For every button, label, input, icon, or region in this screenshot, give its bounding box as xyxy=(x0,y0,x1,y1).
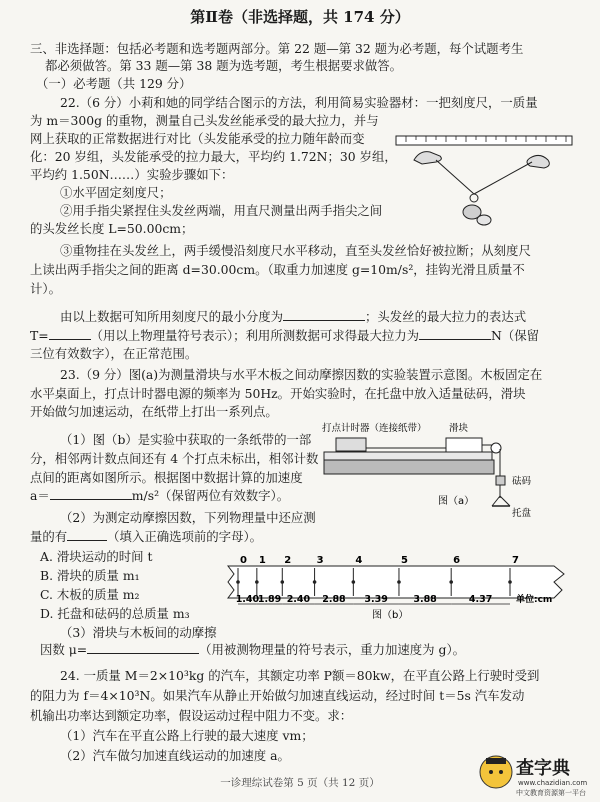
answer-blank[interactable] xyxy=(419,328,491,340)
counting-point-label: 1 xyxy=(258,555,266,566)
distance-label: 2.40 xyxy=(286,594,311,605)
answer-blank[interactable] xyxy=(67,529,107,541)
timer-icon xyxy=(336,438,366,451)
wooden-board xyxy=(324,452,492,460)
q22-question-text: ；头发丝的最大拉力的表达式 xyxy=(365,309,527,324)
answer-blank[interactable] xyxy=(49,328,91,340)
weight xyxy=(477,215,491,225)
q23-part-2-answer xyxy=(30,529,262,544)
q22-question-text: N（保留 xyxy=(491,328,540,343)
q23-part-1: （1）图（b）是实验中获取的一条纸带的一部 xyxy=(60,432,312,447)
counting-point-label: 5 xyxy=(400,555,408,566)
q22-question-2 xyxy=(30,328,539,343)
unit-label: 单位:cm xyxy=(516,595,553,605)
distance-label: 3.88 xyxy=(413,594,437,605)
mascot-cap xyxy=(486,758,506,764)
q23-part-1: 分，相邻两计数点间还有 4 个打点未标出，相邻计数 xyxy=(30,451,319,466)
counting-point-label: 4 xyxy=(355,555,363,566)
counting-point-label: 6 xyxy=(453,555,461,566)
counting-point-label: 3 xyxy=(316,555,324,566)
chazidian-logo xyxy=(478,748,596,798)
q22-line: 网上获取的正常数据进行对比（头发能承受的拉力随年龄而变 xyxy=(30,131,365,146)
logo-site: www.chazidian.com xyxy=(518,779,588,787)
section-intro-line-1: 三、非选择题：包括必考题和选考题两部分。第 22 题—第 32 题为必考题，每个试题考生 xyxy=(30,41,524,56)
tray-label: 托盘 xyxy=(512,508,532,519)
q23-line: 23.（9 分）图(a)为测量滑块与水平木板之间动摩擦因数的实验装置示意图。木板固定在 xyxy=(60,367,543,382)
q23-text: m/s²（保留两位有效数字）。 xyxy=(131,488,290,503)
option-c: C. 木板的质量 m₂ xyxy=(40,587,140,602)
q22-line: 化：20 岁组，头发能承受的拉力最大，平均约 1.72N；30 岁组， xyxy=(30,149,397,164)
section-intro-line-2: 都必须做答。第 33 题—第 38 题为选考题，考生根据要求做答。 xyxy=(45,58,403,73)
q22-step-3: ③重物挂在头发丝上，两手缓慢沿刻度尺水平移动，直至头发丝恰好被拉断；从刻度尺 xyxy=(60,243,531,258)
distance-label: 1.40 xyxy=(235,594,260,605)
q23-text: 因数 μ= xyxy=(40,642,88,657)
q23-part-3-answer xyxy=(40,642,465,657)
figure-b-caption: 图（b） xyxy=(372,610,409,621)
left-hand-icon xyxy=(414,152,441,164)
page-title: 第Ⅱ卷（非选择题，共 174 分） xyxy=(190,8,410,26)
tray-string xyxy=(500,496,510,506)
hair-strand xyxy=(474,162,532,194)
figure-b-tape xyxy=(224,552,570,624)
q24-line: 的阻力为 f＝4×10³N。如果汽车从静止开始做匀加速直线运动，经过时间 t＝5s 汽车发动 xyxy=(30,688,525,703)
block-label: 滑块 xyxy=(449,423,469,434)
required-part-heading: （一）必考题（共 129 分） xyxy=(36,76,192,91)
counting-point-dot xyxy=(449,580,453,584)
logo-slogan: 中文教育资源第一平台 xyxy=(516,789,586,797)
logo-name: 查字典 xyxy=(516,758,570,779)
distance-label: 1.89 xyxy=(257,594,282,605)
timer-label: 打点计时器（连接纸带） xyxy=(322,423,427,434)
q22-step-3-end: 计）。 xyxy=(30,281,61,296)
answer-blank[interactable] xyxy=(50,488,132,500)
counting-point-dot xyxy=(236,580,240,584)
q22-question-text: T= xyxy=(30,328,49,343)
q22-line: 为 m＝300g 的重物，测量自己头发丝能承受的最大拉力，并与 xyxy=(30,113,379,128)
counting-point-label: 0 xyxy=(240,555,247,566)
right-hand-icon xyxy=(527,155,549,168)
q23-text: 量的有 xyxy=(30,529,68,544)
q22-step-1: ①水平固定刻度尺； xyxy=(60,185,172,200)
q23-line: 开始做匀加速运动，在纸带上打出一系列点。 xyxy=(30,404,278,419)
tray-string xyxy=(492,496,500,506)
slider-block xyxy=(446,438,482,452)
counting-point-dot xyxy=(352,580,356,584)
counting-point-dot xyxy=(255,580,259,584)
option-b: B. 滑块的质量 m₁ xyxy=(40,568,140,583)
option-a: A. 滑块运动的时间 t xyxy=(40,549,153,564)
hair-experiment-figure xyxy=(392,130,576,232)
counting-point-dot xyxy=(280,580,284,584)
q24-part-1: （1）汽车在平直公路上行驶的最大速度 vm； xyxy=(60,728,314,743)
answer-blank[interactable] xyxy=(87,642,199,654)
distance-label: 3.39 xyxy=(364,594,388,605)
q22-step-2-cont: 的头发丝长度 L=50.00cm； xyxy=(30,221,194,236)
q23-part-2: （2）为测定动摩擦因数，下列物理量中还应测 xyxy=(60,510,316,525)
q22-line: 22.（6 分）小莉和她的同学结合图示的方法，利用简易实验器材：一把刻度尺，一质量 xyxy=(60,95,538,110)
counting-point-dot xyxy=(313,580,317,584)
counting-point-dot xyxy=(397,580,401,584)
q22-step-2: ②用手指尖紧捏住头发丝两端，用直尺测量出两手指尖之间 xyxy=(60,203,383,218)
q23-part-3: （3）滑块与木板间的动摩擦 xyxy=(60,625,217,640)
q23-part-1: 点间的距离如图所示。根据图中数据计算的加速度 xyxy=(30,470,303,485)
q24-line: 24. 一质量 M＝2×10³kg 的汽车，其额定功率 P额＝80kw，在平直公路上行驶时受到 xyxy=(60,668,540,683)
table-top xyxy=(324,460,494,474)
counting-point-label: 7 xyxy=(512,555,519,566)
distance-label: 2.88 xyxy=(322,594,346,605)
option-d: D. 托盘和砝码的总质量 m₃ xyxy=(40,606,190,621)
distance-label: 4.37 xyxy=(468,594,493,605)
counting-point-dot xyxy=(508,580,512,584)
hair-strand xyxy=(436,160,474,194)
q24-line: 机输出功率达到额定功率，假设运动过程中阻力不变。求： xyxy=(30,708,353,723)
figure-a-apparatus xyxy=(318,418,570,526)
answer-blank[interactable] xyxy=(283,309,365,321)
q23-text: a＝ xyxy=(30,488,50,503)
q23-text: （用被测物理量的符号表示，重力加速度为 g）。 xyxy=(199,642,466,657)
q22-step-3-cont: 上读出两手指尖之间的距离 d=30.00cm。（取重力加速度 g=10m/s²，挂钩光滑且质量不 xyxy=(30,262,525,277)
q23-line: 水平桌面上，打点计时器电源的频率为 50Hz。开始实验时，在托盘中放入适量砝码，滑块 xyxy=(30,386,526,401)
counting-point-label: 2 xyxy=(284,555,292,566)
ruler xyxy=(396,136,572,145)
q22-question-text: （用以上物理量符号表示）；利用所测数据可求得最大拉力为 xyxy=(90,328,420,343)
page-footer: 一诊理综试卷第 5 页（共 12 页） xyxy=(220,777,380,789)
weights-icon xyxy=(496,476,505,485)
q22-question-1 xyxy=(60,309,526,324)
q22-line: 平均约 1.50N……）实验步骤如下： xyxy=(30,167,234,182)
q22-question-text: 由以上数据可知所用刻度尺的最小分度为 xyxy=(60,309,284,324)
q22-question-3: 三位有效数字），在正常范围。 xyxy=(30,346,198,361)
q23-text: （填入正确选项前的字母）。 xyxy=(107,529,263,544)
q23-part-1-answer xyxy=(30,488,289,503)
logo-graphic xyxy=(478,748,596,798)
hook xyxy=(470,194,478,202)
figure-a-caption: 图（a） xyxy=(438,496,475,507)
q24-part-2: （2）汽车做匀加速直线运动的加速度 a。 xyxy=(60,748,290,763)
weights-label: 砝码 xyxy=(512,476,532,487)
